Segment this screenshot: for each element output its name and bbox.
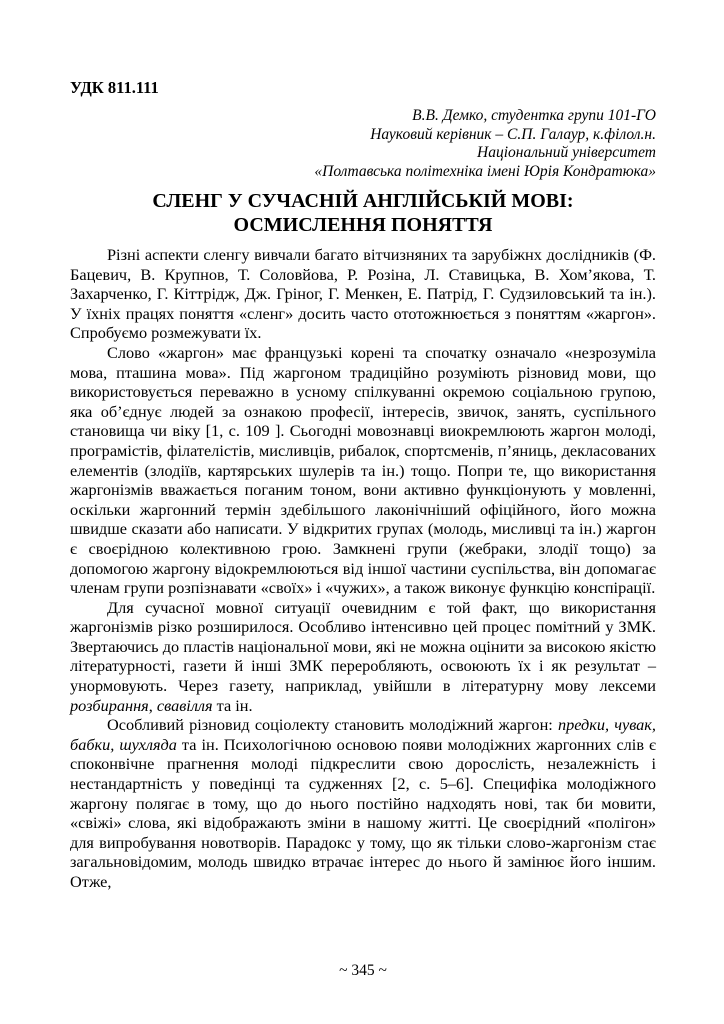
page-number: ~ 345 ~ — [339, 962, 387, 979]
text-run: та ін. — [212, 695, 253, 715]
university-line: Національний університет — [477, 144, 656, 161]
text-run: Особливий різновид соціолекту становить молодіжний жаргон: — [107, 715, 558, 735]
paragraph-1 — [70, 245, 656, 343]
article-title-line2: ОСМИСЛЕННЯ ПОНЯТТЯ — [233, 214, 493, 236]
udc-code: УДК 811.111 — [70, 78, 159, 97]
body-paragraphs — [70, 245, 656, 892]
text-run: Слово «жаргон» має французькі корені та спочатку означало «незрозуміла мова, пташина мова». Під жаргоном традиційно розуміють різновид мови, що використовується переважно в усному спілкуванні окремою соціальною групою, яка об’єднує людей за ознакою професії, інтересів, звичок, занять, суспільного становища чи віку [1, с. 109 ]. Сьогодні мовознавці виокремлюють жаргон молоді, програмістів, філателістів, мисливців, рибалок, спортсменів, п’яниць, декласованих елементів (злодіїв, картярських шулерів та ін.) тощо. Попри те, що використання жаргонізмів вважається поганим тоном, вони активно функціонують у мовленні, оскільки жаргонний термін здебільшого лаконічніший офіційного, його можна швидше сказати або написати. У відкритих групах (молодь, мисливці та ін.) жаргон є своєрідною колективною грою. Замкнені групи (жебраки, злодії тощо) за допомогою жаргону відокремлюються від іншої частини суспільства, він допомагає членам групи розпізнавати «своїх» і «чужих», а також виконує функцію конспірації. — [70, 342, 656, 598]
article-title-line1: СЛЕНГ У СУЧАСНІЙ АНГЛІЙСЬКІЙ МОВІ: — [152, 190, 574, 212]
paragraph-3 — [70, 598, 656, 716]
paragraph-2 — [70, 343, 656, 598]
italic-term: розбирання — [70, 695, 149, 715]
university-name-line: «Полтавська політехніка імені Юрія Кондратюка» — [314, 162, 656, 180]
italic-term: свавілля — [156, 695, 213, 715]
supervisor-line: Науковий керівник – С.П. Галаур, к.філол.н. — [370, 125, 656, 143]
paragraph-4 — [70, 715, 656, 891]
article-title — [70, 189, 656, 237]
author-line: В.В. Демко, студентка групи 101-ГО — [412, 107, 656, 124]
text-run: Різні аспекти сленгу вивчали багато вітчизняних та зарубіжнх дослідників (Ф. Бацевич, В. Крупнов, Т. Соловйова, Р. Розіна, Л. Ставицька, В. Хом’якова, Т. Захарченко, Г. Кіттрідж, Дж. Гріног, Г. Менкен, Е. Патрід, Г. Судзиловський та ін.). У їхніх працях поняття «сленг» досить часто ототожнюється з поняттям «жаргон». Спробуємо розмежувати їх. — [70, 245, 656, 343]
author-block — [70, 107, 656, 181]
text-run: та ін. Психологічною основою появи молодіжних жаргонних слів є споконвічне прагнення молоді підкреслити свою дорослість, незалежність і нестандартність у поведінці та судженнях [2, с. 5–6]. Специфіка молодіжного жаргону полягає в тому, що до нього постійно надходять нові, так би мовити, «свіжі» слова, які відображають зміни в нашому житті. Це своєрідний «полігон» для випробування новотворів. Парадокс у тому, що як тільки слово-жаргонізм стає загальновідомим, молодь швидко втрачає інтерес до нього й замінює його іншим. Отже, — [70, 734, 656, 891]
italic-term: предки, чувак, бабки, шухляда — [70, 715, 656, 754]
text-run: , — [148, 695, 157, 715]
text-run: Для сучасної мовної ситуації очевидним є той факт, що використання жаргонізмів різко розширилося. Особливо інтенсивно цей процес помітний у ЗМК. Звертаючись до пластів національної мови, які не можна оцінити за високою якістю літературності, газети й інші ЗМК переробляють, освоюють їх і як результат – унормовують. Через газету, наприклад, увійшли в літературну мову лексеми — [70, 597, 656, 696]
